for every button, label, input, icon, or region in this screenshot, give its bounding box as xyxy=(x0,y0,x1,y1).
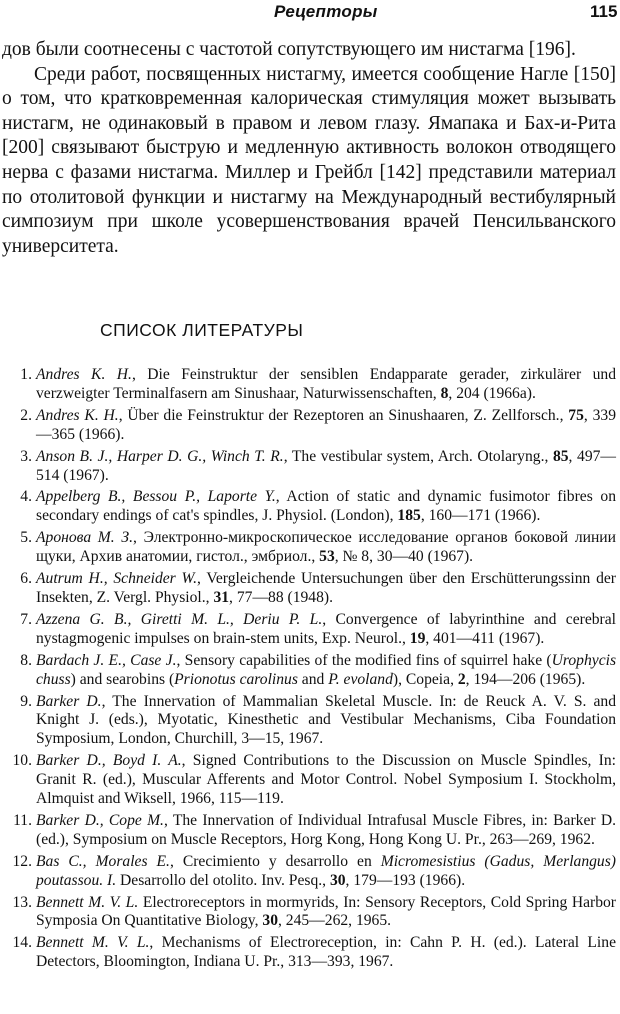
reference-text: Bas C., Morales E., Crecimiento y desarrollo en Micromesistius (Gadus, Merlangus) poutassou. I. Desarrollo del otolito. Inv. Pesq., 30, 179—193 (1966). xyxy=(36,852,616,889)
reference-item xyxy=(4,752,616,809)
reference-authors: Bas C., Morales E. xyxy=(36,852,170,870)
reference-item xyxy=(4,853,616,891)
reference-item xyxy=(4,448,616,486)
species-name: P. evoland xyxy=(328,670,393,688)
reference-item xyxy=(4,529,616,567)
reference-number: 13. xyxy=(12,893,32,911)
reference-text: Autrum H., Schneider W., Vergleichende Untersuchungen über den Erschütterungssinn der Insekten, Z. Vergl. Physiol., 31, 77—88 (1948). xyxy=(36,570,616,606)
reference-item xyxy=(4,488,616,526)
reference-authors: Bennett M. V. L. xyxy=(36,934,150,952)
reference-volume: 30 xyxy=(329,871,346,889)
reference-authors: Bennett M. V. L. xyxy=(36,893,139,911)
reference-number: 2. xyxy=(20,406,32,424)
reference-number: 9. xyxy=(20,692,32,710)
reference-item xyxy=(4,652,616,690)
species-name: Prionotus carolinus xyxy=(174,670,298,688)
reference-authors: Appelberg B., Bessou P., Laporte Y. xyxy=(36,488,276,506)
reference-list xyxy=(4,366,616,975)
reference-volume: 75 xyxy=(568,406,584,424)
reference-number: 14. xyxy=(12,934,32,952)
reference-item xyxy=(4,693,616,750)
reference-text: Bardach J. E., Case J., Sensory capabilities of the modified fins of squirrel hake (Urophycis chuss) and searobins (Prionotus carolinus and P. evoland), Copeia, 2, 194—206 (1965). xyxy=(36,651,617,688)
reference-item xyxy=(4,366,616,404)
reference-volume: 53 xyxy=(319,548,335,566)
reference-item xyxy=(4,934,616,972)
reference-item xyxy=(4,894,616,932)
reference-item xyxy=(4,611,616,649)
reference-number: 5. xyxy=(20,529,32,547)
reference-volume: 185 xyxy=(397,507,421,525)
reference-item xyxy=(4,407,616,445)
reference-text: Barker D., Cope M., The Innervation of Individual Intrafusal Muscle Fibres, in: Barker D. (ed.), Symposium on Muscle Receptors, Horg Kong, Hong Kong U. Pr., 263—269, 1962. xyxy=(36,811,616,848)
reference-number: 7. xyxy=(20,610,32,628)
reference-volume: 19 xyxy=(409,629,426,647)
page-header xyxy=(0,2,620,26)
reference-number: 3. xyxy=(20,447,32,465)
reference-item xyxy=(4,570,616,608)
reference-text: Appelberg B., Bessou P., Laporte Y., Action of static and dynamic fusimotor fibres on secondary endings of cat's spindles, J. Physiol. (London), 185, 160—171 (1966). xyxy=(36,488,616,525)
reference-number: 8. xyxy=(20,651,32,669)
running-title: Рецепторы xyxy=(274,2,378,21)
reference-authors: Azzena G. B., Giretti M. L., Deriu P. L. xyxy=(36,610,323,628)
reference-volume: 30 xyxy=(262,912,278,930)
reference-number: 10. xyxy=(12,752,32,770)
body-text xyxy=(2,38,616,259)
reference-text: Anson B. J., Harper D. G., Winch T. R., The vestibular system, Arch. Otolaryng., 85, 497—514 (1967). xyxy=(36,447,617,484)
reference-number: 4. xyxy=(20,488,32,506)
reference-authors: Anson B. J., Harper D. G., Winch T. R. xyxy=(36,447,284,465)
reference-volume: 2 xyxy=(457,670,466,688)
reference-authors: Barker D. xyxy=(36,692,102,710)
reference-text: Barker D., The Innervation of Mammalian Skeletal Muscle. In: de Reuck A. V. S. and Knight J. (eds.), Myotatic, Kinesthetic and Vestibular Mechanisms, Ciba Foundation Symposium, London, Churchill, 3—15, 1967. xyxy=(36,692,616,748)
reference-volume: 8 xyxy=(440,384,449,402)
reference-authors: Bardach J. E., Case J. xyxy=(36,651,177,669)
reference-text: Bennett M. V. L. Electroreceptors in mormyrids, In: Sensory Receptors, Cold Spring Harbor Symposia On Quantitative Biology, 30, 245—262, 1965. xyxy=(36,893,616,930)
page-number: 115 xyxy=(590,2,618,21)
reference-number: 1. xyxy=(20,366,32,383)
reference-number: 11. xyxy=(13,811,32,829)
reference-authors: Autrum H., Schneider W. xyxy=(36,570,197,588)
reference-text: Bennett M. V. L., Mechanisms of Electroreception, in: Cahn P. H. (ed.). Lateral Line Detectors, Bloomington, Indiana U. Pr., 313—393, 1967. xyxy=(36,934,616,971)
reference-text: Barker D., Boyd I. A., Signed Contributions to the Discussion on Muscle Spindles, In: Granit R. (ed.), Muscular Afferents and Motor Control. Nobel Symposium I. Stockholm, Almquist and Wiksell, 1966, 115—119. xyxy=(36,752,616,808)
reference-authors: Andres K. H. xyxy=(36,366,132,383)
species-name: Micromesistius (Gadus, Merlangus) poutassou. I. xyxy=(36,852,616,889)
reference-volume: 85 xyxy=(552,447,569,465)
body-paragraph: дов были соотнесены с частотой сопутствующего им нистагма [196]. xyxy=(2,39,576,60)
reference-text: Andres K. H., Über die Feinstruktur der Rezeptoren an Sinushaaren, Z. Zellforsch., 75, 339—365 (1966). xyxy=(36,406,616,443)
reference-item xyxy=(4,812,616,850)
reference-authors: Andres K. H. xyxy=(36,406,119,424)
reference-number: 6. xyxy=(20,570,32,588)
references-heading: СПИСОК ЛИТЕРАТУРЫ xyxy=(100,320,304,340)
reference-text: Аронова М. З., Электронно-микроскопическое исследование органов боковой линии щуки, Архив анатомии, гистол., эмбриол., 53, № 8, 30—40 (1967). xyxy=(36,529,616,566)
reference-authors: Аронова М. З. xyxy=(36,529,134,547)
reference-text: Azzena G. B., Giretti M. L., Deriu P. L., Convergence of labyrinthine and cerebral nystagmogenic impulses on brain-stem units, Exp. Neurol., 19, 401—411 (1967). xyxy=(36,610,616,647)
reference-number: 12. xyxy=(12,852,32,870)
reference-authors: Barker D., Cope M. xyxy=(36,811,164,829)
reference-text: Andres K. H., Die Feinstruktur der sensiblen Endapparate gerader, zirkulärer und verzweigter Terminalfasern am Sinushaar, Naturwissenschaften, 8, 204 (1966a). xyxy=(36,366,617,402)
species-name: Urophycis chuss xyxy=(36,651,617,688)
reference-volume: 31 xyxy=(213,588,230,606)
body-paragraph: Среди работ, посвященных нистагму, имеется сообщение Нагле [150] о том, что кратковременная калорическая стимуляция может вызывать нистагм, не одинаковый в правом и левом глазу. Ямапака и Бах-и-Рита [200] связывают быструю и медленную активность волокон отводящего нерва с фазами нистагма. Миллер и Грейбл [142] представили материал по отолитовой функции и нистагму на Международный вестибулярный симпозиум при школе усовершенствования врачей Пенсильванского университета. xyxy=(2,63,616,257)
reference-authors: Barker D., Boyd I. A. xyxy=(36,752,182,770)
